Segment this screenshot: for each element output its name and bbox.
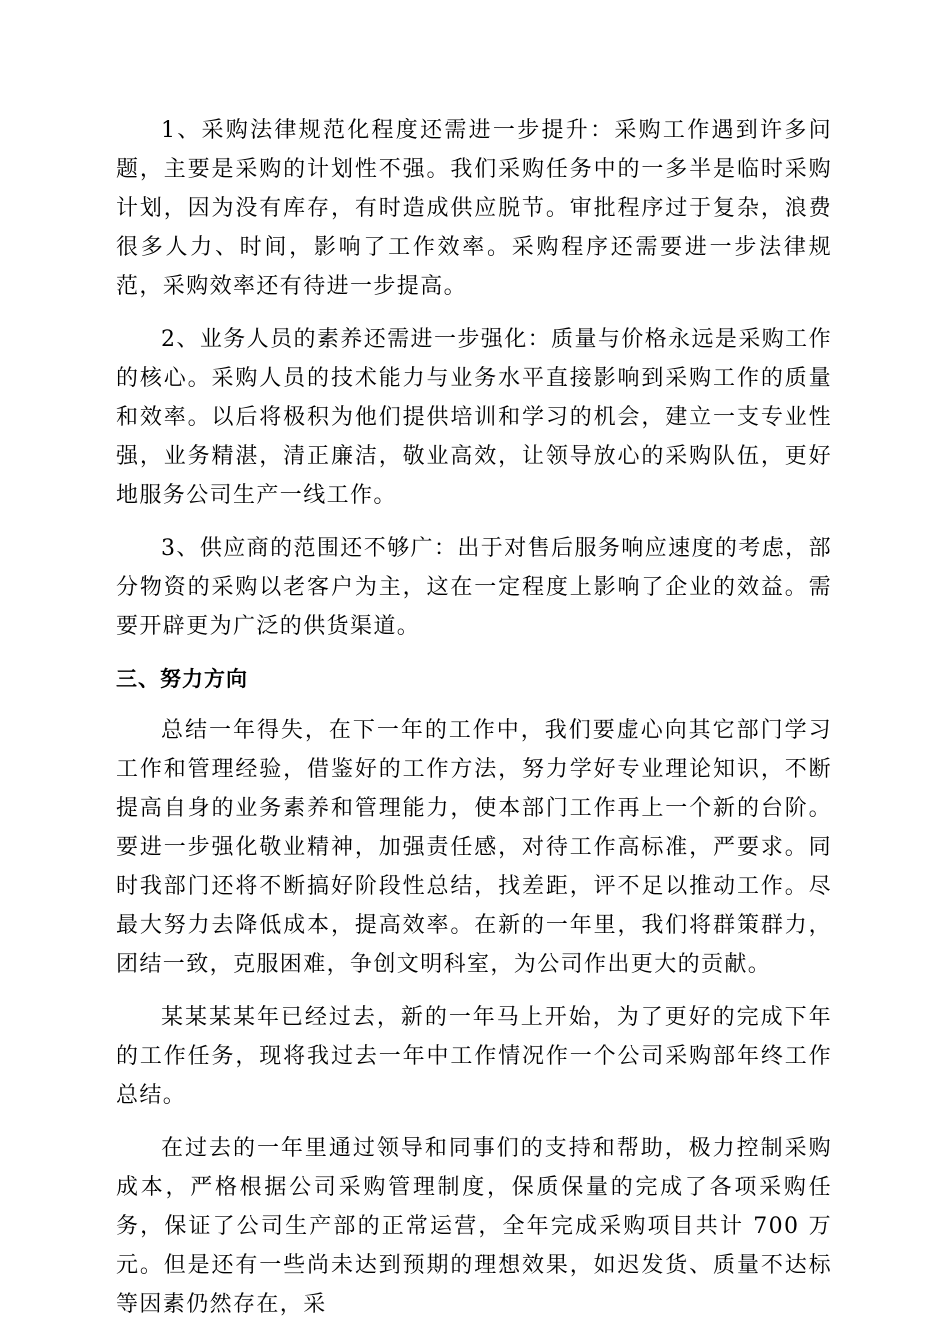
paragraph-past-year: 在过去的一年里通过领导和同事们的支持和帮助，极力控制采购成本，严格根据公司采购管理制度，保质保量的完成了各项采购任务，保证了公司生产部的正常运营，全年完成采购项目共计 700 万元。但是还有一些尚未达到预期的理想效果，如迟发货、质量不达标等因素仍然存在，采 xyxy=(116,1136,832,1317)
paragraph-intro: 某某某某年已经过去，新的一年马上开始，为了更好的完成下年的工作任务，现将我过去一年中工作情况作一个公司采购部年终工作总结。 xyxy=(116,1005,832,1108)
paragraph-summary: 总结一年得失，在下一年的工作中，我们要虚心向其它部门学习工作和管理经验，借鉴好的工作方法，努力学好专业理论知识，不断提高自身的业务素养和管理能力，使本部门工作再上一个新的台阶。要进一步强化敬业精神，加强责任感，对待工作高标准，严要求。同时我部门还将不断搞好阶段性总结，找差距，评不足以推动工作。尽最大努力去降低成本，提高效率。在新的一年里，我们将群策群力，团结一致，克服困难，争创文明科室，为公司作出更大的贡献。 xyxy=(116,718,832,977)
section-heading-direction: 三、努力方向 xyxy=(116,667,248,691)
paragraph-staff-quality: 2、业务人员的素养还需进一步强化：质量与价格永远是采购工作的核心。采购人员的技术能力与业务水平直接影响到采购工作的质量和效率。以后将极积为他们提供培训和学习的机会，建立一支专业性强，业务精湛，清正廉洁，敬业高效，让领导放心的采购队伍，更好地服务公司生产一线工作。 xyxy=(116,327,832,508)
paragraph-supplier-range: 3、供应商的范围还不够广：出于对售后服务响应速度的考虑，部分物资的采购以老客户为主，这在一定程度上影响了企业的效益。需要开辟更为广泛的供货渠道。 xyxy=(116,536,832,639)
document-body xyxy=(116,111,832,1338)
paragraph-procurement-legal: 1、采购法律规范化程度还需进一步提升：采购工作遇到许多问题，主要是采购的计划性不强。我们采购任务中的一多半是临时采购计划，因为没有库存，有时造成供应脱节。审批程序过于复杂，浪费很多人力、时间，影响了工作效率。采购程序还需要进一步法律规范，采购效率还有待进一步提高。 xyxy=(116,118,832,299)
